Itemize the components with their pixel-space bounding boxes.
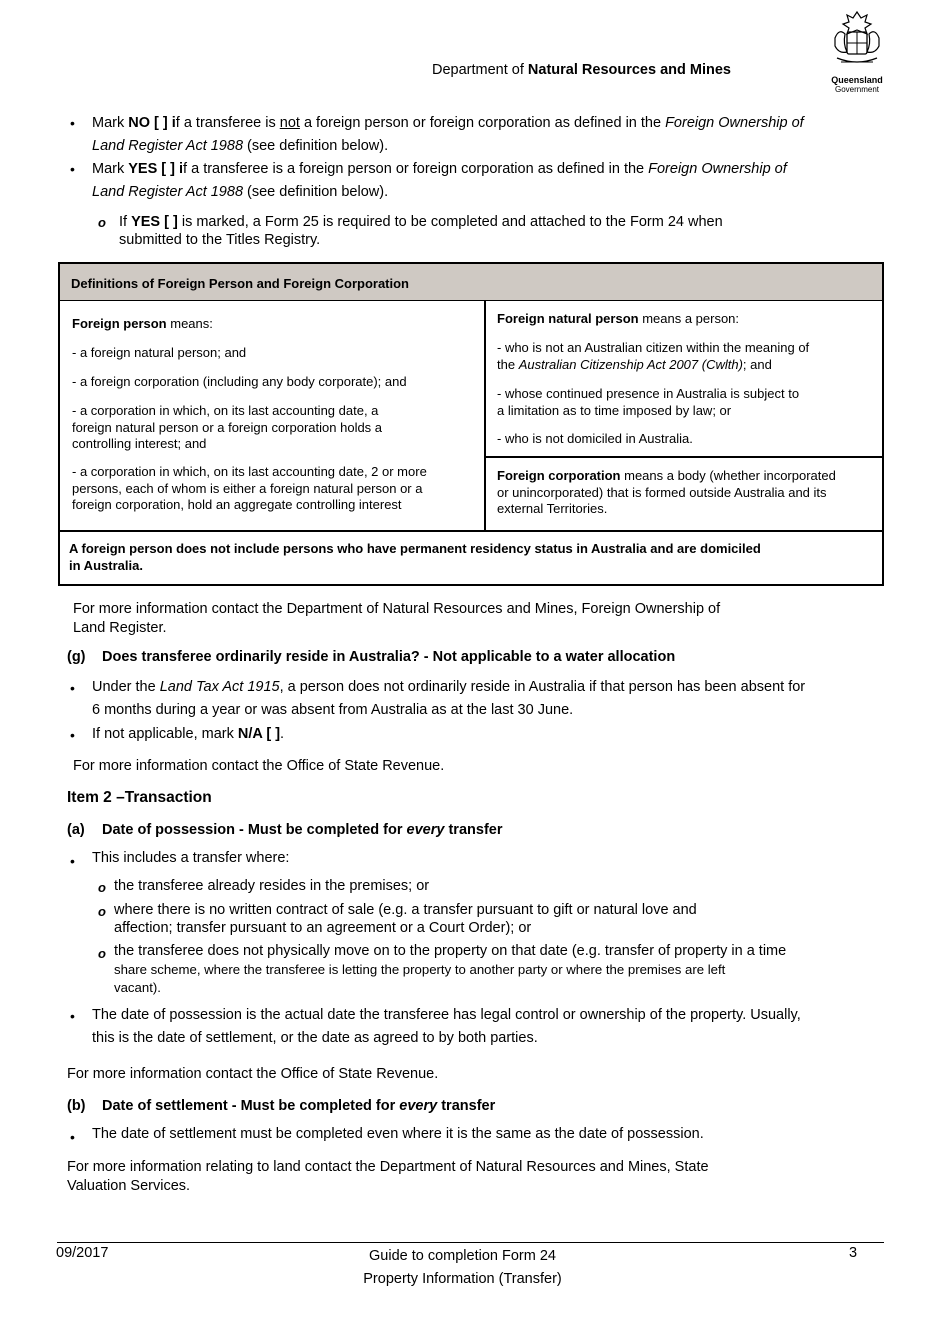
foreign-natural-person-item: - who is not an Australian citizen within the meaning of the Australian Citizenship Act 2007 (Cwlth); and	[497, 340, 810, 372]
foreign-natural-person-item: - whose continued presence in Australia is subject to a limitation as to time imposed by law; or	[497, 386, 800, 418]
foreign-corporation-definition: Foreign corporation means a body (whether incorporated or unincorporated) that is formed outside Australia and its external Territories.	[497, 468, 836, 516]
bullet: •	[70, 727, 75, 743]
foreign-person-item: - a foreign natural person; and	[72, 345, 247, 360]
not-applicable-note: If not applicable, mark N/A [ ].	[92, 726, 285, 742]
foreign-person-item: - a foreign corporation (including any body corporate); and	[72, 374, 407, 389]
table-divider	[60, 530, 882, 532]
foreign-person-item: - a corporation in which, on its last accounting date, 2 or more persons, each of whom is either a foreign natural person or a foreign corporation, hold an aggregate controlling interest	[72, 464, 427, 512]
sub-bullet: o	[98, 215, 106, 230]
definitions-table	[58, 262, 884, 586]
section-a-heading: Date of possession - Must be completed for every transfer	[102, 822, 503, 838]
footer-title: Guide to completion Form 24 Property Information (Transfer)	[363, 1248, 562, 1287]
definitions-note: A foreign person does not include persons who have permanent residency status in Australia and are domiciled in Australia.	[69, 541, 761, 573]
info-state-revenue: For more information contact the Office of State Revenue.	[67, 1066, 439, 1082]
item-2-title: Item 2 –Transaction	[67, 789, 212, 806]
bullet: •	[70, 853, 75, 869]
logo-subtitle: Government	[834, 85, 880, 94]
possession-case: the transferee does not physically move on to the property on that date (e.g. transfer of property in a time share scheme, where the transferee is letting the property to another party or where the premises are left vacant).	[114, 943, 787, 995]
section-b-heading: Date of settlement - Must be completed for every transfer	[102, 1098, 496, 1114]
coat-of-arms-icon	[827, 8, 887, 70]
section-g-heading: Does transferee ordinarily reside in Australia? - Not applicable to a water allocation	[102, 649, 676, 665]
info-valuation-services: For more information relating to land contact the Department of Natural Resources and Mines, State Valuation Services.	[67, 1159, 709, 1194]
mark-yes-text: Mark YES [ ] if a transferee is a foreign person or foreign corporation as defined in the Foreign Ownership of Land Register Act 1988 (see definition below).	[92, 161, 787, 200]
department-header: Department of Natural Resources and Mines	[432, 62, 731, 78]
section-g-label: (g)	[67, 649, 86, 665]
logo-title: Queensland	[831, 75, 883, 85]
foreign-natural-person-item: - who is not domiciled in Australia.	[497, 431, 693, 446]
foreign-person-item: - a corporation in which, on its last accounting date, a foreign natural person or a foreign corporation holds a controlling interest; and	[72, 403, 383, 451]
bullet: •	[70, 1008, 75, 1024]
possession-case: the transferee already resides in the premises; or	[114, 878, 430, 894]
bullet: •	[70, 680, 75, 696]
settlement-note: The date of settlement must be completed even where it is the same as the date of possession.	[92, 1126, 704, 1142]
table-divider	[484, 456, 882, 458]
page-number: 3	[849, 1245, 858, 1261]
foreign-natural-person-title: Foreign natural person means a person:	[497, 311, 740, 326]
sub-bullet: o	[98, 880, 106, 895]
yes-marked-note: If YES [ ] is marked, a Form 25 is required to be completed and attached to the Form 24 when submitted to the Titles Registry.	[119, 214, 723, 248]
bullet-mark-no: •	[70, 115, 75, 131]
definitions-table-header: Definitions of Foreign Person and Foreign Corporation	[60, 264, 882, 301]
mark-no-text: Mark NO [ ] if a transferee is not a foreign person or foreign corporation as defined in the Foreign Ownership of Land Register Act 1988 (see definition below).	[92, 115, 804, 154]
transfer-includes: This includes a transfer where:	[92, 850, 290, 866]
bullet: •	[70, 1129, 75, 1145]
bullet-mark-yes: •	[70, 161, 75, 177]
section-a-label: (a)	[67, 822, 85, 838]
section-b-label: (b)	[67, 1098, 86, 1114]
possession-case: where there is no written contract of sale (e.g. a transfer pursuant to gift or natural love and affection; transfer pursuant to an agreement or a Court Order); or	[114, 902, 697, 936]
table-divider	[484, 301, 486, 530]
info-state-revenue: For more information contact the Office of State Revenue.	[73, 758, 445, 774]
queensland-government-logo	[823, 8, 891, 96]
footer-date: 09/2017	[56, 1245, 109, 1261]
land-tax-note: Under the Land Tax Act 1915, a person does not ordinarily reside in Australia if that person has been absent for 6 months during a year or was absent from Australia as at the last 30 June.	[92, 679, 806, 718]
footer-rule	[57, 1242, 884, 1243]
possession-definition: The date of possession is the actual date the transferee has legal control or ownership of the property. Usually, this is the date of settlement, or the date as agreed to by both parties.	[92, 1007, 801, 1046]
sub-bullet: o	[98, 946, 106, 961]
info-foreign-ownership: For more information contact the Department of Natural Resources and Mines, Foreign Ownership of Land Register.	[73, 601, 721, 636]
foreign-person-definition-title: Foreign person means:	[72, 316, 213, 331]
sub-bullet: o	[98, 904, 106, 919]
